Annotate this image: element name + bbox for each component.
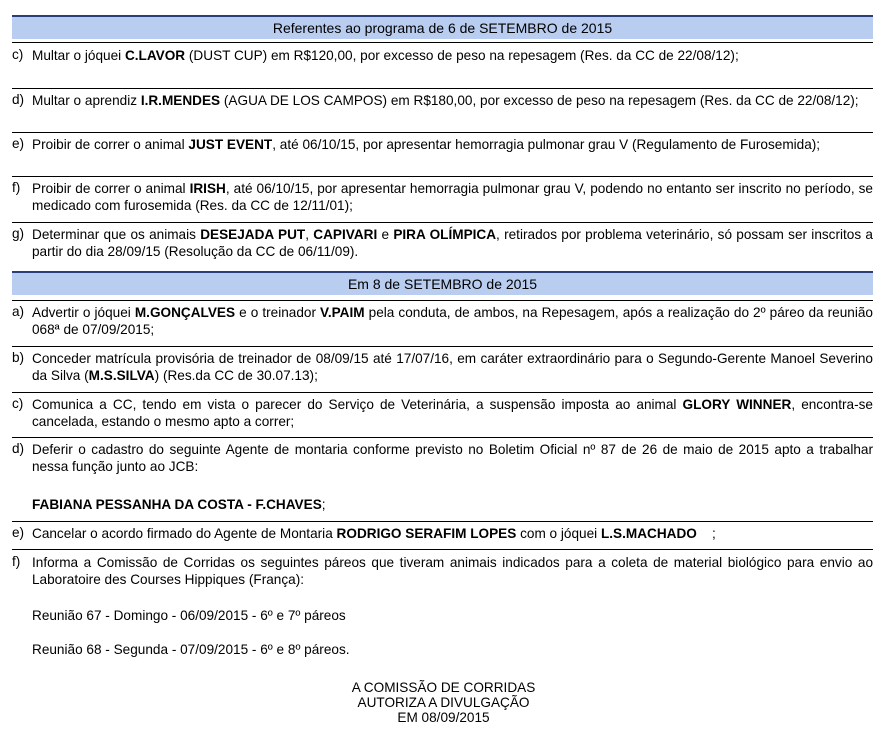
item-label: f)	[12, 180, 21, 195]
list-item	[12, 396, 873, 430]
divider	[12, 88, 873, 89]
item-label: e)	[12, 525, 25, 540]
list-item	[12, 441, 873, 475]
list-item	[12, 92, 873, 109]
trainer-name: V.PAIM	[320, 305, 365, 320]
item-text: Multar o aprendiz	[32, 93, 141, 108]
meeting-line: Reunião 68 - Segunda - 07/09/2015 - 6º e 8º páreos.	[32, 642, 350, 657]
divider	[12, 176, 873, 177]
item-text: , até 06/10/15, por apresentar hemorragia pulmonar grau V, podendo no entanto ser inscrito no período, se medicado com furosemida (Res. da CC de 12/11/01);	[32, 181, 873, 213]
list-item	[12, 136, 873, 153]
item-text: ,	[305, 227, 314, 242]
item-text: Proibir de correr o animal	[32, 181, 190, 196]
item-label: a)	[12, 304, 25, 319]
list-item	[12, 180, 873, 214]
apprentice-name: I.R.MENDES	[140, 93, 221, 108]
agent-line	[32, 497, 326, 512]
jockey-name: L.S.MACHADO	[600, 526, 697, 541]
list-item	[12, 226, 873, 260]
divider	[12, 346, 873, 347]
divider	[12, 222, 873, 223]
item-text: ) (Res.da CC de 30.07.13);	[154, 368, 318, 383]
agent-suffix: ;	[321, 497, 326, 512]
item-text: Informa a Comissão de Corridas os seguintes páreos que tiveram animais indicados para a coleta de material biológico para envio ao Laboratoire des Courses Hippiques (França):	[32, 555, 873, 587]
divider	[12, 42, 873, 43]
animal-name: GLORY WINNER	[682, 397, 792, 412]
item-text: Conceder matrícula provisória de treinador de 08/09/15 até 17/07/16, em caráter extraordinário para o Segundo-Gerente Manoel Severino da Silva (	[32, 351, 873, 383]
animal-name: IRISH	[189, 181, 226, 196]
animal-name: CAPIVARI	[313, 227, 378, 242]
item-text: e o treinador	[235, 305, 321, 320]
item-text: Multar o jóquei	[32, 48, 125, 63]
jockey-name: M.GONÇALVES	[134, 305, 236, 320]
item-label: d)	[12, 441, 25, 456]
item-text: pela conduta, de ambos, na Repesagem, após a realização do 2º páreo da reunião 068ª de 07/09/2015;	[32, 305, 873, 337]
item-text: Determinar que os animais	[32, 227, 201, 242]
item-text: Advertir o jóquei	[32, 305, 135, 320]
footer-line-1: A COMISSÃO DE CORRIDAS	[351, 680, 536, 695]
item-text: Proibir de correr o animal	[32, 137, 189, 152]
item-label: f)	[12, 554, 21, 569]
list-item	[12, 304, 873, 338]
divider	[12, 300, 873, 301]
item-label: c)	[12, 396, 24, 411]
section-banner-1: Referentes ao programa de 6 de SETEMBRO de 2015	[12, 15, 873, 39]
item-text: e	[377, 227, 394, 242]
item-label: c)	[12, 47, 24, 62]
divider	[12, 521, 873, 522]
item-text: (DUST CUP) em R$120,00, por excesso de peso na repesagem (Res. da CC de 22/08/12);	[185, 48, 739, 63]
agent-name: FABIANA PESSANHA DA COSTA - F.CHAVES	[32, 497, 322, 512]
item-text: (AGUA DE LOS CAMPOS) em R$180,00, por excesso de peso na repesagem (Res. da CC de 22/08/12);	[220, 93, 859, 108]
list-item	[12, 47, 873, 64]
list-item	[12, 525, 873, 542]
list-item	[12, 350, 873, 384]
item-text: , encontra-se cancelada, estando o mesmo apto a correr;	[32, 397, 873, 429]
animal-name: PIRA OLÍMPICA	[393, 227, 497, 242]
item-label: b)	[12, 350, 25, 365]
meeting-line: Reunião 67 - Domingo - 06/09/2015 - 6º e 7º páreos	[32, 608, 346, 623]
footer-line-3: EM 08/09/2015	[397, 710, 490, 725]
divider	[12, 392, 873, 393]
animal-name: DESEJADA PUT	[200, 227, 306, 242]
animal-name: JUST EVENT	[188, 137, 273, 152]
item-label: e)	[12, 136, 25, 151]
item-text: Comunica a CC, tendo em vista o parecer do Serviço de Veterinária, a suspensão imposta ao animal	[32, 397, 683, 412]
item-text: , retirados por problema veterinário, só possam ser inscritos a partir do dia 28/09/15 (Resolução da CC de 06/11/09).	[32, 227, 873, 259]
trainer-name: M.S.SILVA	[88, 368, 155, 383]
item-text: ;	[696, 526, 716, 541]
divider	[12, 132, 873, 133]
item-text: Cancelar o acordo firmado do Agente de Montaria	[32, 526, 337, 541]
item-label: d)	[12, 92, 25, 107]
jockey-name: C.LAVOR	[124, 48, 186, 63]
divider	[12, 549, 873, 550]
section-banner-2: Em 8 de SETEMBRO de 2015	[12, 271, 873, 295]
item-label: g)	[12, 226, 25, 241]
divider	[12, 437, 873, 438]
item-text: , até 06/10/15, por apresentar hemorragia pulmonar grau V (Regulamento de Furosemida);	[272, 137, 821, 152]
item-text: com o jóquei	[516, 526, 601, 541]
footer-line-2: AUTORIZA A DIVULGAÇÃO	[357, 695, 530, 710]
list-item	[12, 554, 873, 588]
item-text: Deferir o cadastro do seguinte Agente de montaria conforme previsto no Boletim Oficial nº 87 de 26 de maio de 2015 apto a trabalhar nessa função junto ao JCB:	[32, 442, 873, 474]
agent-name: RODRIGO SERAFIM LOPES	[336, 526, 517, 541]
